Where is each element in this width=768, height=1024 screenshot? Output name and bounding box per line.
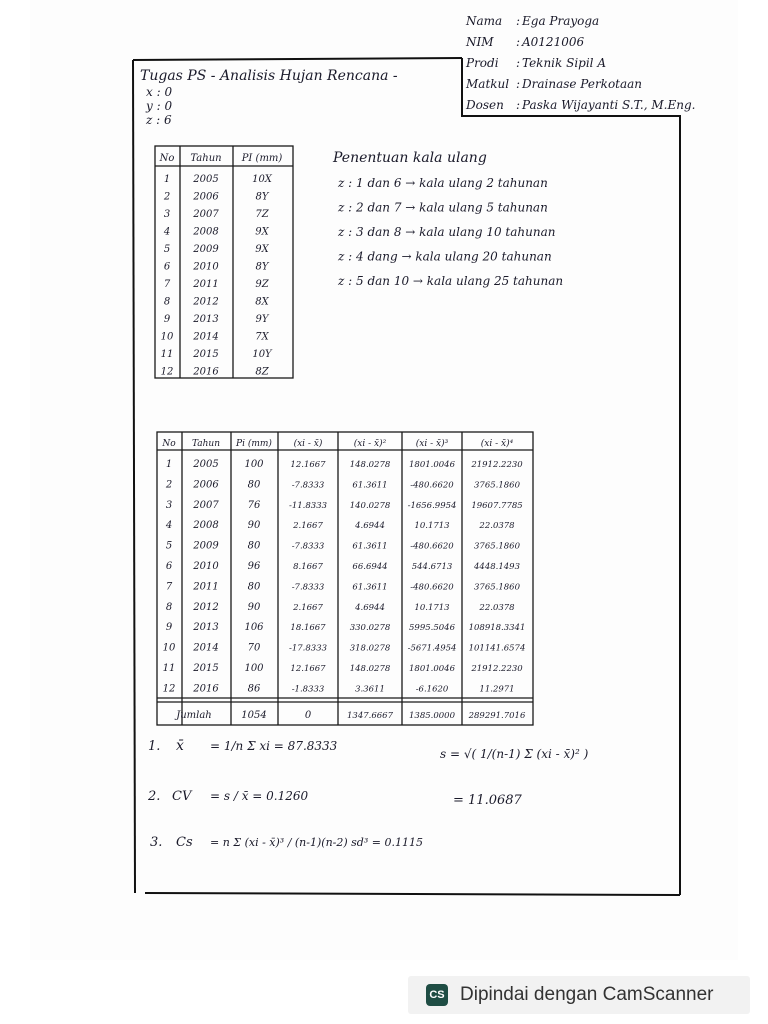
table2-cell: 2.1667 bbox=[293, 602, 323, 613]
table1-cell: 8Z bbox=[255, 366, 269, 378]
return-period-row: z : 1 dan 6 → kala ulang 2 tahunan bbox=[338, 176, 548, 190]
table1-cell: 9X bbox=[255, 244, 269, 255]
table2-cell: -7.8333 bbox=[291, 541, 325, 552]
table1-cell: 2009 bbox=[193, 244, 219, 255]
table1-cell: 2011 bbox=[193, 279, 219, 290]
return-period-row: z : 5 dan 10 → kala ulang 25 tahunan bbox=[338, 274, 564, 288]
formula-3-number: 3. bbox=[150, 835, 163, 850]
return-period-row: z : 3 dan 8 → kala ulang 10 tahunan bbox=[338, 225, 556, 239]
table2-cell: -17.8333 bbox=[288, 643, 328, 654]
info-value: Teknik Sipil A bbox=[522, 56, 606, 70]
info-label: Matkul bbox=[466, 77, 510, 91]
table1-cell: 8 bbox=[163, 296, 171, 308]
table2-cell: 4 bbox=[165, 520, 173, 532]
table2-cell: 106 bbox=[244, 622, 264, 634]
table2-cell: 3765.1860 bbox=[474, 480, 520, 491]
table2-cell: -7.8333 bbox=[291, 480, 325, 491]
table1-cell: 9Y bbox=[255, 314, 269, 325]
info-colon: : bbox=[516, 77, 521, 91]
table2-cell: 66.6944 bbox=[352, 562, 388, 572]
table2-cell: 90 bbox=[247, 520, 261, 532]
table1-cell: 8X bbox=[255, 296, 269, 308]
table1-cell: 6 bbox=[163, 261, 171, 273]
table2-cell: 80 bbox=[247, 540, 261, 552]
table1-cell: 2 bbox=[163, 191, 171, 203]
info-label: Nama bbox=[466, 14, 503, 28]
table2-header: (xi - x̄) bbox=[293, 439, 323, 449]
table2-cell: 100 bbox=[244, 663, 264, 674]
table2-cell: 2008 bbox=[193, 520, 219, 532]
table2-cell: 21912.2230 bbox=[471, 664, 523, 674]
cv-formula: = s / x̄ = 0.1260 bbox=[210, 789, 309, 803]
table2-cell: 19607.7785 bbox=[471, 500, 523, 511]
return-period-row: z : 4 dang → kala ulang 20 tahunan bbox=[338, 249, 552, 264]
table2-cell: 100 bbox=[244, 459, 264, 470]
table2-cell: 96 bbox=[247, 561, 261, 572]
table2-cell: 61.3611 bbox=[352, 480, 388, 491]
table1-cell: 2010 bbox=[193, 261, 219, 273]
table1-cell: 2013 bbox=[193, 314, 219, 325]
table2-total-cell: 289291.7016 bbox=[468, 711, 526, 721]
table2-cell: 2006 bbox=[193, 479, 219, 491]
table2-cell: 76 bbox=[247, 499, 261, 511]
table1-cell: 1 bbox=[163, 174, 171, 185]
table1-cell: 2016 bbox=[193, 366, 219, 378]
table1-cell: 5 bbox=[163, 244, 171, 255]
table2-header: (xi - x̄)⁴ bbox=[480, 439, 514, 449]
std-dev-formula: s = √( 1/(n-1) Σ (xi - x̄)² ) bbox=[440, 747, 589, 761]
table1-cell: 8Y bbox=[255, 261, 269, 273]
table2-cell: 2011 bbox=[193, 581, 219, 593]
table2-cell: 5995.5046 bbox=[409, 623, 455, 634]
table2-cell: 10 bbox=[162, 642, 176, 654]
var-x: x : 0 bbox=[146, 85, 173, 99]
table2-cell: 70 bbox=[247, 642, 261, 654]
table1-cell: 2012 bbox=[193, 296, 219, 308]
table2-cell: 3 bbox=[165, 499, 173, 511]
table2-cell: 61.3611 bbox=[352, 541, 388, 552]
table2-total-cell: 0 bbox=[304, 710, 312, 721]
table2-cell: 2.1667 bbox=[293, 521, 323, 532]
table2-cell: -5671.4954 bbox=[407, 643, 457, 654]
table1-cell: 10X bbox=[252, 174, 272, 185]
table2-cell: 148.0278 bbox=[349, 664, 391, 674]
table1-cell: 9 bbox=[163, 314, 171, 325]
table2-total-cell: 1347.6667 bbox=[347, 711, 393, 721]
table2-cell: 1801.0046 bbox=[409, 664, 455, 674]
var-y: y : 0 bbox=[146, 99, 173, 113]
table2-cell: 61.3611 bbox=[352, 582, 388, 593]
return-period-row: z : 2 dan 7 → kala ulang 5 tahunan bbox=[338, 200, 548, 215]
formula-1-number: 1. bbox=[148, 739, 161, 754]
table2-cell: 86 bbox=[247, 683, 261, 695]
camscanner-logo-icon: CS bbox=[426, 984, 448, 1006]
table2-cell: 6 bbox=[165, 561, 173, 572]
table2-cell: 140.0278 bbox=[349, 500, 391, 511]
table2-cell: 101141.6574 bbox=[468, 643, 526, 654]
table2-cell: 2007 bbox=[193, 499, 219, 511]
mean-formula: = 1/n Σ xi = 87.8333 bbox=[210, 739, 338, 753]
table1-cell: 9Z bbox=[255, 279, 269, 290]
table2-cell: 5 bbox=[165, 540, 173, 552]
info-label: NIM bbox=[466, 35, 494, 49]
table1-cell: 7 bbox=[163, 279, 171, 290]
table2-cell: 1 bbox=[165, 459, 173, 470]
table2-cell: 4448.1493 bbox=[474, 562, 520, 572]
table1-cell: 7Z bbox=[255, 209, 269, 220]
info-colon: : bbox=[516, 98, 521, 112]
table2-cell: 9 bbox=[165, 622, 173, 634]
table2-cell: -1.8333 bbox=[291, 684, 325, 695]
table2-cell: 12.1667 bbox=[290, 664, 326, 674]
table2-cell: 148.0278 bbox=[349, 460, 391, 470]
table2-cell: 21912.2230 bbox=[471, 460, 523, 470]
table2-cell: 8 bbox=[165, 601, 173, 613]
table2-cell: -480.6620 bbox=[410, 541, 454, 552]
table2-cell: 2014 bbox=[193, 642, 219, 654]
table2-total-cell: 1054 bbox=[241, 710, 267, 721]
table2-cell: 80 bbox=[247, 479, 261, 491]
table1-cell: 8Y bbox=[255, 191, 269, 203]
table2-cell: -480.6620 bbox=[410, 582, 454, 593]
table1-cell: 11 bbox=[160, 349, 174, 360]
table1-cell: 7X bbox=[255, 331, 269, 343]
info-value: Ega Prayoga bbox=[522, 14, 600, 28]
table2-cell: 4.6944 bbox=[355, 521, 385, 532]
table2-cell: 2009 bbox=[193, 540, 219, 552]
table2-cell: 7 bbox=[165, 581, 173, 593]
table2-cell: 3.3611 bbox=[355, 684, 385, 695]
camscanner-watermark bbox=[408, 976, 750, 1014]
table1-cell: 2008 bbox=[193, 226, 219, 238]
table2-cell: 18.1667 bbox=[290, 623, 326, 634]
cs-symbol: Cs bbox=[176, 835, 193, 850]
info-value: Paska Wijayanti S.T., M.Eng. bbox=[522, 98, 696, 112]
table2-cell: 2010 bbox=[193, 561, 219, 572]
table2-cell: 3765.1860 bbox=[474, 582, 520, 593]
table2-cell: 22.0378 bbox=[479, 521, 515, 532]
table2-total-cell: Jumlah bbox=[176, 710, 212, 721]
table2-cell: 2012 bbox=[193, 601, 219, 613]
table1-cell: 2005 bbox=[193, 174, 219, 185]
table2-cell: 10.1713 bbox=[414, 521, 450, 532]
table2-header: Tahun bbox=[191, 439, 221, 449]
table2-cell: 11.2971 bbox=[479, 684, 515, 695]
table1-header: PI (mm) bbox=[241, 153, 283, 164]
table2-cell: 318.0278 bbox=[349, 643, 391, 654]
assignment-title: Tugas PS - Analisis Hujan Rencana - bbox=[140, 68, 398, 84]
table2-cell: 2005 bbox=[193, 459, 219, 470]
formula-2-number: 2. bbox=[148, 789, 161, 804]
info-label: Prodi bbox=[466, 56, 499, 70]
var-z: z : 6 bbox=[146, 113, 172, 127]
table1-header: No bbox=[159, 153, 175, 164]
table2-cell: 8.1667 bbox=[293, 562, 323, 572]
table2-cell: 12 bbox=[162, 683, 176, 695]
table2-cell: 80 bbox=[247, 581, 261, 593]
table1-cell: 2015 bbox=[193, 349, 219, 360]
table1-cell: 10 bbox=[160, 331, 174, 343]
info-value: Drainase Perkotaan bbox=[522, 77, 643, 91]
camscanner-label: Dipindai dengan CamScanner bbox=[460, 984, 714, 1005]
table1-cell: 9X bbox=[255, 226, 269, 238]
info-label: Dosen bbox=[466, 98, 504, 112]
info-value: A0121006 bbox=[522, 35, 585, 49]
table2-header: (xi - x̄)³ bbox=[415, 439, 449, 449]
table1-cell: 2014 bbox=[193, 331, 219, 343]
table2-cell: 2015 bbox=[193, 663, 219, 674]
table2-cell: -7.8333 bbox=[291, 582, 325, 593]
table2-cell: 3765.1860 bbox=[474, 541, 520, 552]
info-colon: : bbox=[516, 35, 521, 49]
table1-cell: 10Y bbox=[252, 349, 272, 360]
table2-cell: -480.6620 bbox=[410, 480, 454, 491]
table2-cell: -11.8333 bbox=[288, 500, 328, 511]
table1-cell: 3 bbox=[163, 209, 171, 220]
table2-cell: 108918.3341 bbox=[468, 623, 526, 634]
table1-cell: 12 bbox=[160, 366, 174, 378]
table2-header: Pi (mm) bbox=[236, 439, 272, 449]
mean-symbol: x̄ bbox=[176, 738, 184, 754]
table2-total-cell: 1385.0000 bbox=[409, 711, 455, 721]
table2-cell: 11 bbox=[162, 663, 176, 674]
table2-cell: 10.1713 bbox=[414, 602, 450, 613]
table1-cell: 2007 bbox=[193, 209, 219, 220]
table2-header: No bbox=[162, 439, 176, 449]
table2-cell: 12.1667 bbox=[290, 460, 326, 470]
table2-cell: 1801.0046 bbox=[409, 460, 455, 470]
table2-header: (xi - x̄)² bbox=[353, 439, 387, 449]
table2-cell: 330.0278 bbox=[349, 623, 391, 634]
table2-cell: -1656.9954 bbox=[407, 500, 457, 511]
return-period-title: Penentuan kala ulang bbox=[333, 150, 487, 166]
cs-formula: = n Σ (xi - x̄)³ / (n-1)(n-2) sd³ = 0.1115 bbox=[210, 836, 423, 849]
info-colon: : bbox=[516, 56, 521, 70]
table2-cell: -6.1620 bbox=[415, 684, 449, 695]
table1-cell: 2006 bbox=[193, 191, 219, 203]
table2-cell: 90 bbox=[247, 601, 261, 613]
table2-cell: 2016 bbox=[193, 683, 219, 695]
table2-cell: 22.0378 bbox=[479, 602, 515, 613]
table1-cell: 4 bbox=[163, 226, 171, 238]
info-colon: : bbox=[516, 14, 521, 28]
table2-cell: 2 bbox=[165, 479, 173, 491]
table2-cell: 544.6713 bbox=[411, 562, 453, 572]
table1-header: Tahun bbox=[190, 153, 222, 164]
table2-cell: 2013 bbox=[193, 622, 219, 634]
table2-cell: 4.6944 bbox=[355, 602, 385, 613]
cv-symbol: CV bbox=[172, 789, 192, 804]
std-dev-value: = 11.0687 bbox=[453, 793, 522, 808]
